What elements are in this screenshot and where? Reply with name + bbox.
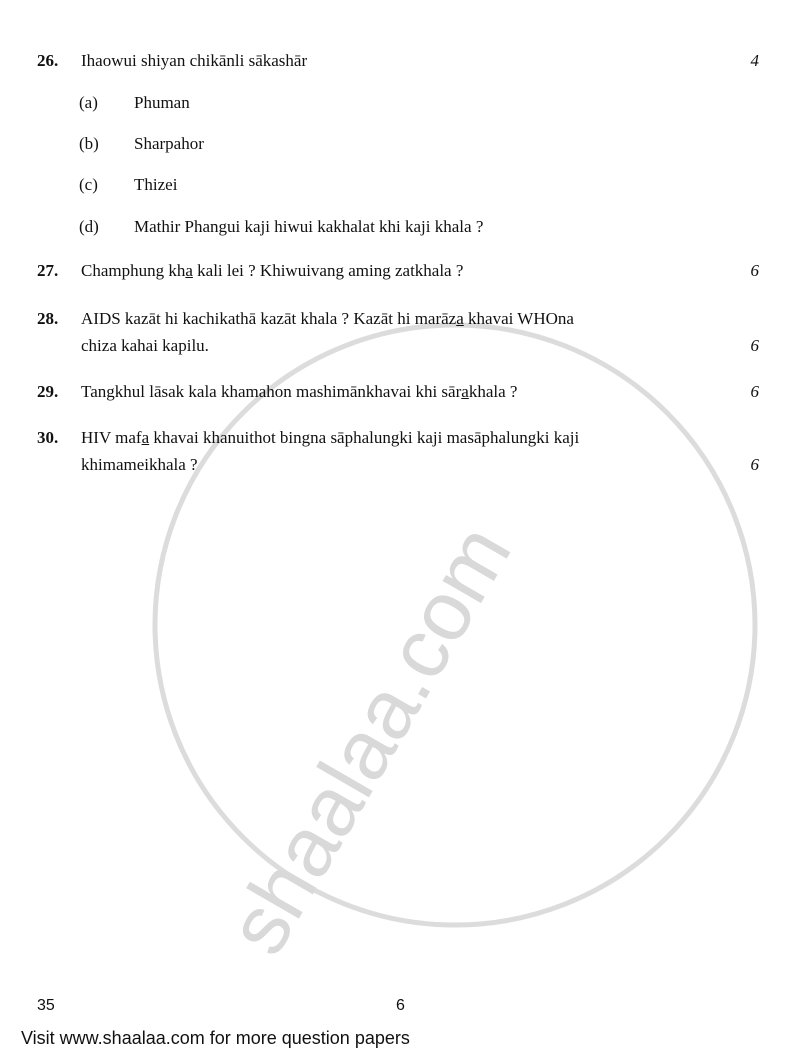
text-segment: khala ?: [468, 382, 518, 401]
paper-code: 35: [37, 997, 55, 1014]
question-text-line2: khimameikhala ?: [81, 455, 198, 474]
text-segment: AIDS kazāt hi kachikathā kazāt khala ? Kazāt hi marāz: [81, 309, 457, 328]
question-text: Ihaowui shiyan chikānli sākashār: [81, 51, 308, 70]
question-marks: 6: [750, 336, 759, 355]
underlined-letter: a: [456, 309, 464, 328]
question-text: [81, 261, 463, 281]
page-number: 6: [396, 997, 405, 1014]
text-segment: khavai WHOna: [463, 309, 574, 328]
text-segment: HIV maf: [81, 428, 142, 447]
watermark-text: shaalaa.com: [209, 509, 529, 969]
underlined-letter: a: [461, 382, 469, 401]
question-text: [81, 382, 517, 402]
visit-link[interactable]: Visit www.shaalaa.com for more question papers: [21, 1028, 410, 1048]
question-text-line2: chiza kahai kapilu.: [81, 336, 209, 355]
watermark-circle: [155, 325, 755, 925]
question-text: [81, 428, 579, 448]
option-text: Thizei: [134, 175, 178, 194]
option-text: Sharpahor: [134, 134, 204, 153]
text-segment: Tangkhul lāsak kala khamahon mashimānkhavai khi sār: [81, 382, 462, 401]
option-label: (d): [79, 217, 99, 236]
text-segment: Champhung kh: [81, 261, 186, 280]
option-label: (b): [79, 134, 99, 153]
text-segment: kali lei ? Khiwuivang aming zatkhala ?: [192, 261, 464, 280]
option-label: (a): [79, 93, 98, 112]
question-marks: 4: [750, 51, 759, 70]
question-text: [81, 309, 574, 329]
text-segment: khavai khanuithot bingna sāphalungki kaji masāphalungki kaji: [149, 428, 580, 447]
option-text: Phuman: [134, 93, 190, 112]
question-number: 30.: [37, 428, 59, 447]
question-marks: 6: [750, 455, 759, 474]
question-number: 28.: [37, 309, 59, 328]
question-number: 26.: [37, 51, 59, 70]
question-marks: 6: [750, 261, 759, 280]
underlined-letter: a: [185, 261, 193, 280]
question-number: 27.: [37, 261, 59, 280]
underlined-letter: a: [141, 428, 150, 447]
option-text: Mathir Phangui kaji hiwui kakhalat khi kaji khala ?: [134, 217, 484, 236]
question-marks: 6: [750, 382, 759, 401]
question-number: 29.: [37, 382, 59, 401]
option-label: (c): [79, 175, 98, 194]
